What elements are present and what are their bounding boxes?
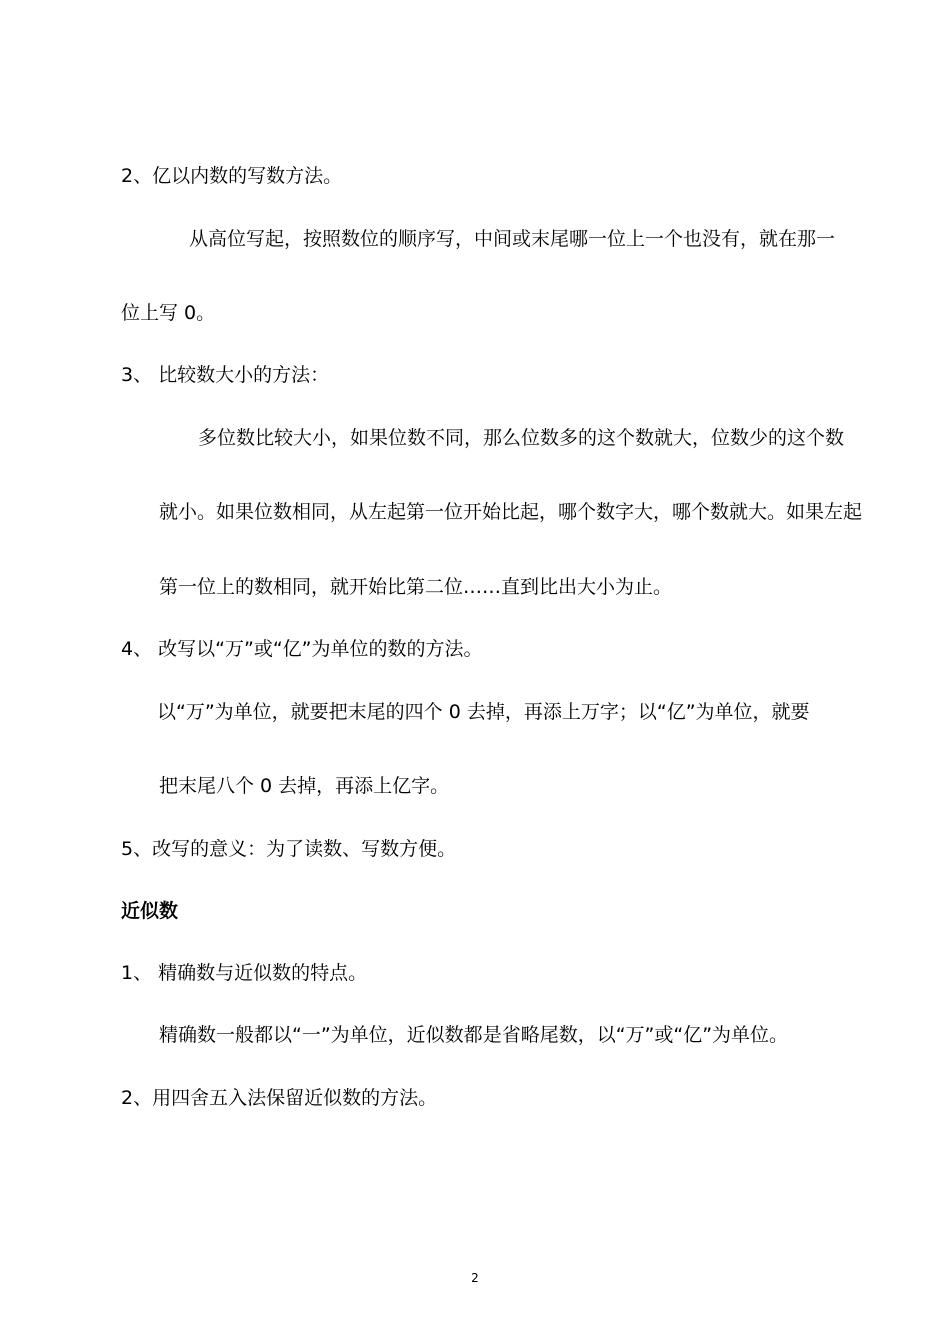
- item-rounding-heading: 2、用四舍五入法保留近似数的方法。: [121, 1087, 438, 1109]
- compare-text-line-3: 第一位上的数相同，就开始比第二位……直到比出大小为止。: [159, 576, 673, 598]
- write-method-text-line-2: 位上写 0。: [121, 302, 216, 324]
- page-number: 2: [471, 1271, 479, 1285]
- item-write-method-heading: 2、亿以内数的写数方法。: [121, 165, 343, 187]
- item-compare-heading: 3、 比较数大小的方法：: [121, 364, 330, 386]
- item-exact-approximate-heading: 1、 精确数与近似数的特点。: [121, 962, 368, 984]
- exact-approximate-text: 精确数一般都以“一”为单位，近似数都是省略尾数，以“万”或“亿”为单位。: [159, 1024, 789, 1046]
- section-title-approximate-numbers: 近似数: [121, 900, 179, 922]
- item-rewrite-heading: 4、 改写以“万”或“亿”为单位的数的方法。: [121, 638, 483, 660]
- rewrite-text-line-2: 把末尾八个 0 去掉，再添上亿字。: [159, 775, 450, 797]
- rewrite-text-line-1: 以“万”为单位，就要把末尾的四个 0 去掉，再添上万字；以“亿”为单位，就要: [157, 701, 810, 723]
- compare-text-line-1: 多位数比较大小，如果位数不同，那么位数多的这个数就大，位数少的这个数: [198, 427, 845, 449]
- compare-text-line-2: 就小。如果位数相同，从左起第一位开始比起，哪个数字大，哪个数就大。如果左起: [159, 501, 863, 523]
- write-method-text-line-1: 从高位写起，按照数位的顺序写，中间或末尾哪一位上一个也没有，就在那一: [189, 228, 836, 250]
- item-rewrite-meaning: 5、改写的意义：为了读数、写数方便。: [121, 838, 457, 860]
